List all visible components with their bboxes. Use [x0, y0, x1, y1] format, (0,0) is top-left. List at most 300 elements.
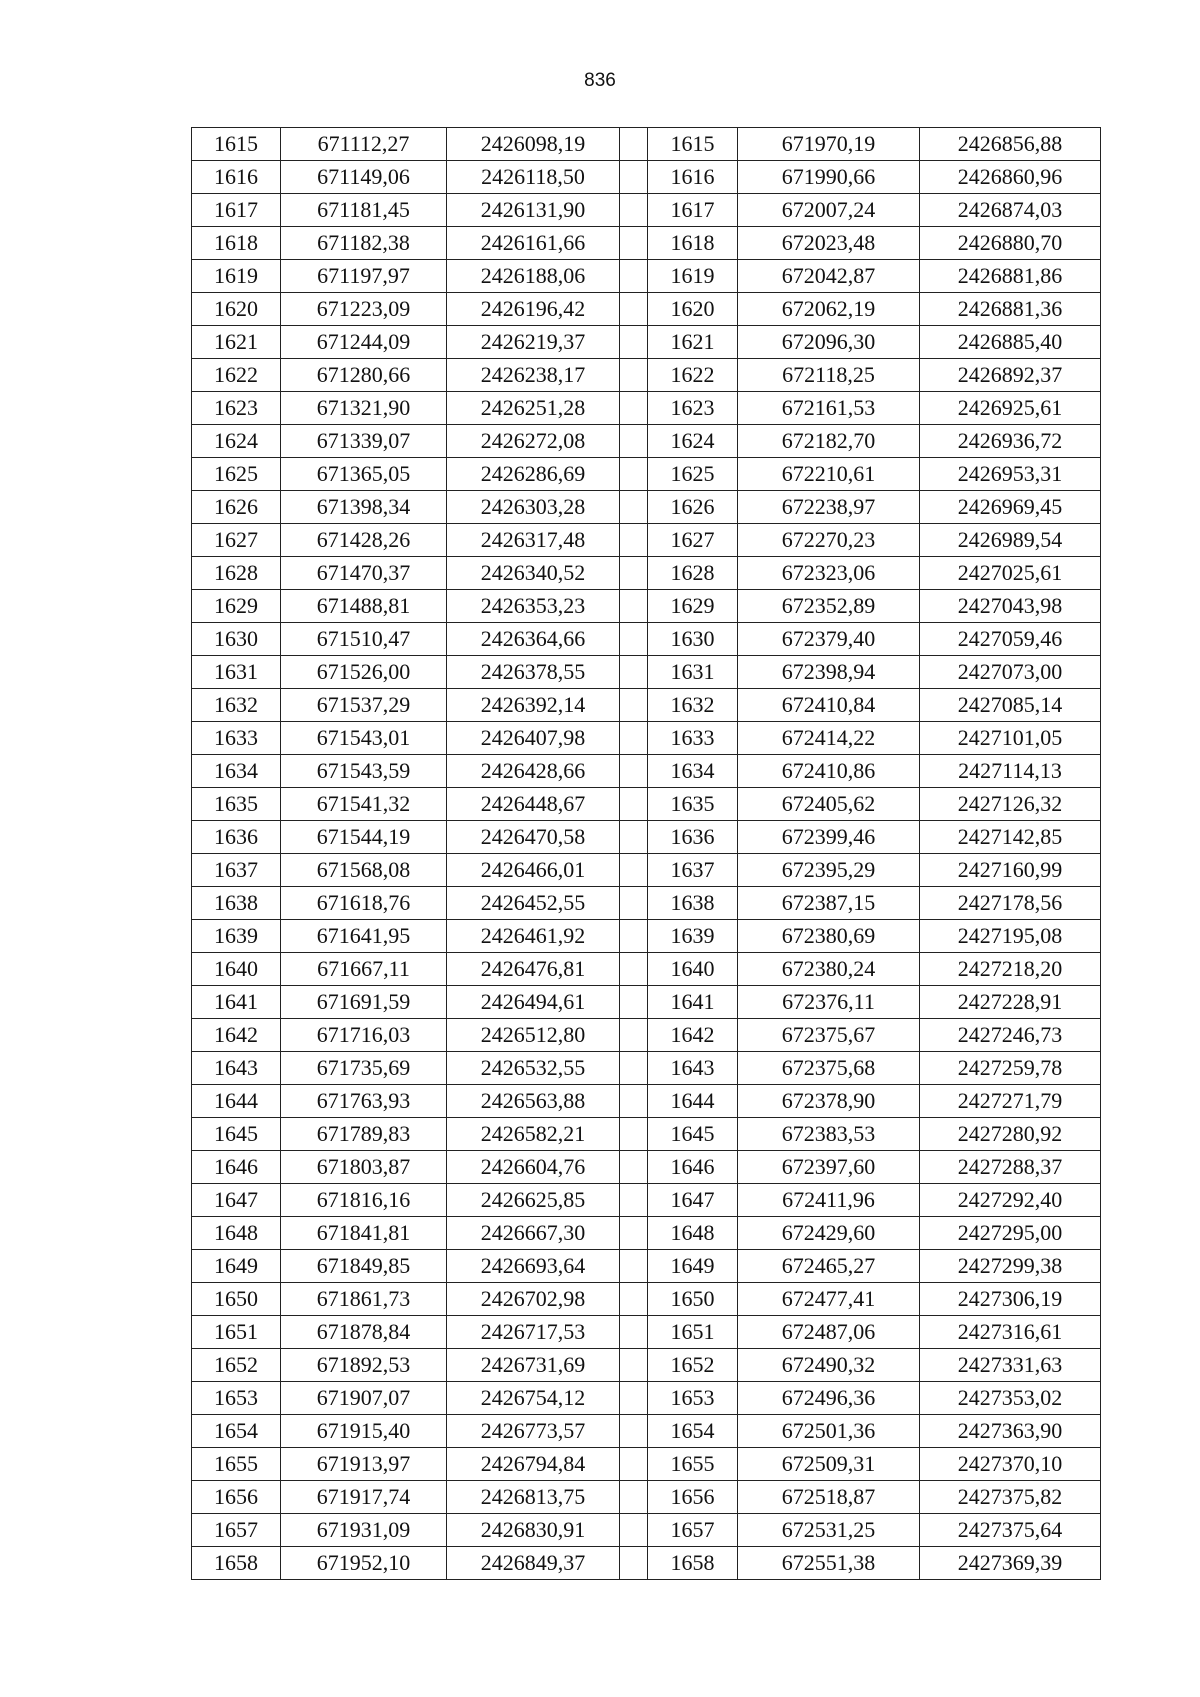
left-point-number: 1619 [192, 260, 281, 293]
left-y-coordinate: 2426773,57 [447, 1415, 620, 1448]
right-point-number: 1616 [648, 161, 738, 194]
table-row [192, 755, 1101, 788]
right-y-coordinate: 2427375,82 [920, 1481, 1101, 1514]
left-y-coordinate: 2426625,85 [447, 1184, 620, 1217]
right-x-coordinate: 672509,31 [738, 1448, 920, 1481]
left-point-number: 1623 [192, 392, 281, 425]
column-spacer [620, 920, 648, 953]
right-y-coordinate: 2427271,79 [920, 1085, 1101, 1118]
column-spacer [620, 161, 648, 194]
right-x-coordinate: 672023,48 [738, 227, 920, 260]
right-x-coordinate: 672270,23 [738, 524, 920, 557]
left-x-coordinate: 671244,09 [281, 326, 447, 359]
column-spacer [620, 1217, 648, 1250]
left-y-coordinate: 2426452,55 [447, 887, 620, 920]
right-point-number: 1634 [648, 755, 738, 788]
right-x-coordinate: 672380,69 [738, 920, 920, 953]
left-x-coordinate: 671544,19 [281, 821, 447, 854]
left-x-coordinate: 671735,69 [281, 1052, 447, 1085]
right-x-coordinate: 672379,40 [738, 623, 920, 656]
right-y-coordinate: 2427316,61 [920, 1316, 1101, 1349]
right-x-coordinate: 672096,30 [738, 326, 920, 359]
column-spacer [620, 425, 648, 458]
column-spacer [620, 656, 648, 689]
right-x-coordinate: 672414,22 [738, 722, 920, 755]
right-point-number: 1642 [648, 1019, 738, 1052]
column-spacer [620, 1481, 648, 1514]
right-y-coordinate: 2427369,39 [920, 1547, 1101, 1580]
right-point-number: 1630 [648, 623, 738, 656]
right-y-coordinate: 2427059,46 [920, 623, 1101, 656]
right-x-coordinate: 672161,53 [738, 392, 920, 425]
right-point-number: 1657 [648, 1514, 738, 1547]
column-spacer [620, 887, 648, 920]
table-row [192, 1349, 1101, 1382]
right-x-coordinate: 672378,90 [738, 1085, 920, 1118]
left-x-coordinate: 671181,45 [281, 194, 447, 227]
column-spacer [620, 260, 648, 293]
left-y-coordinate: 2426407,98 [447, 722, 620, 755]
left-y-coordinate: 2426251,28 [447, 392, 620, 425]
column-spacer [620, 1514, 648, 1547]
left-x-coordinate: 671849,85 [281, 1250, 447, 1283]
table-row [192, 1217, 1101, 1250]
right-x-coordinate: 672376,11 [738, 986, 920, 1019]
left-y-coordinate: 2426667,30 [447, 1217, 620, 1250]
right-point-number: 1643 [648, 1052, 738, 1085]
left-y-coordinate: 2426353,23 [447, 590, 620, 623]
left-point-number: 1624 [192, 425, 281, 458]
right-point-number: 1615 [648, 128, 738, 161]
column-spacer [620, 1547, 648, 1580]
left-point-number: 1635 [192, 788, 281, 821]
left-x-coordinate: 671816,16 [281, 1184, 447, 1217]
table-row [192, 1316, 1101, 1349]
left-y-coordinate: 2426118,50 [447, 161, 620, 194]
column-spacer [620, 1349, 648, 1382]
left-x-coordinate: 671510,47 [281, 623, 447, 656]
table-row [192, 656, 1101, 689]
right-y-coordinate: 2427228,91 [920, 986, 1101, 1019]
left-x-coordinate: 671667,11 [281, 953, 447, 986]
right-y-coordinate: 2427288,37 [920, 1151, 1101, 1184]
right-point-number: 1646 [648, 1151, 738, 1184]
right-x-coordinate: 672375,67 [738, 1019, 920, 1052]
left-point-number: 1622 [192, 359, 281, 392]
table-row [192, 1019, 1101, 1052]
right-point-number: 1639 [648, 920, 738, 953]
column-spacer [620, 293, 648, 326]
column-spacer [620, 128, 648, 161]
table-row [192, 326, 1101, 359]
right-point-number: 1626 [648, 491, 738, 524]
left-y-coordinate: 2426604,76 [447, 1151, 620, 1184]
right-y-coordinate: 2427043,98 [920, 590, 1101, 623]
right-x-coordinate: 672405,62 [738, 788, 920, 821]
left-y-coordinate: 2426317,48 [447, 524, 620, 557]
table-row [192, 689, 1101, 722]
left-point-number: 1615 [192, 128, 281, 161]
right-x-coordinate: 672531,25 [738, 1514, 920, 1547]
right-y-coordinate: 2426856,88 [920, 128, 1101, 161]
right-x-coordinate: 672395,29 [738, 854, 920, 887]
right-y-coordinate: 2427195,08 [920, 920, 1101, 953]
left-y-coordinate: 2426466,01 [447, 854, 620, 887]
left-y-coordinate: 2426303,28 [447, 491, 620, 524]
left-point-number: 1639 [192, 920, 281, 953]
left-y-coordinate: 2426378,55 [447, 656, 620, 689]
left-x-coordinate: 671365,05 [281, 458, 447, 491]
right-point-number: 1629 [648, 590, 738, 623]
right-point-number: 1640 [648, 953, 738, 986]
left-y-coordinate: 2426693,64 [447, 1250, 620, 1283]
table-row [192, 920, 1101, 953]
left-y-coordinate: 2426717,53 [447, 1316, 620, 1349]
table-row [192, 1448, 1101, 1481]
left-point-number: 1653 [192, 1382, 281, 1415]
left-x-coordinate: 671917,74 [281, 1481, 447, 1514]
table-row [192, 1481, 1101, 1514]
table-row [192, 1415, 1101, 1448]
column-spacer [620, 359, 648, 392]
right-point-number: 1619 [648, 260, 738, 293]
table-row [192, 359, 1101, 392]
left-point-number: 1654 [192, 1415, 281, 1448]
column-spacer [620, 1151, 648, 1184]
left-x-coordinate: 671878,84 [281, 1316, 447, 1349]
column-spacer [620, 491, 648, 524]
left-x-coordinate: 671321,90 [281, 392, 447, 425]
right-x-coordinate: 672380,24 [738, 953, 920, 986]
table-row [192, 1514, 1101, 1547]
right-y-coordinate: 2427353,02 [920, 1382, 1101, 1415]
table-row [192, 524, 1101, 557]
table-row [192, 887, 1101, 920]
column-spacer [620, 788, 648, 821]
right-x-coordinate: 672477,41 [738, 1283, 920, 1316]
table-row [192, 458, 1101, 491]
right-point-number: 1653 [648, 1382, 738, 1415]
left-y-coordinate: 2426364,66 [447, 623, 620, 656]
left-point-number: 1641 [192, 986, 281, 1019]
table-row [192, 1382, 1101, 1415]
right-x-coordinate: 672518,87 [738, 1481, 920, 1514]
left-y-coordinate: 2426098,19 [447, 128, 620, 161]
left-y-coordinate: 2426340,52 [447, 557, 620, 590]
left-x-coordinate: 671913,97 [281, 1448, 447, 1481]
column-spacer [620, 557, 648, 590]
left-x-coordinate: 671716,03 [281, 1019, 447, 1052]
column-spacer [620, 1085, 648, 1118]
right-point-number: 1632 [648, 689, 738, 722]
left-point-number: 1634 [192, 755, 281, 788]
right-x-coordinate: 672397,60 [738, 1151, 920, 1184]
right-point-number: 1638 [648, 887, 738, 920]
left-y-coordinate: 2426849,37 [447, 1547, 620, 1580]
left-point-number: 1620 [192, 293, 281, 326]
left-y-coordinate: 2426702,98 [447, 1283, 620, 1316]
right-x-coordinate: 672375,68 [738, 1052, 920, 1085]
right-y-coordinate: 2427178,56 [920, 887, 1101, 920]
table-row [192, 1085, 1101, 1118]
left-x-coordinate: 671892,53 [281, 1349, 447, 1382]
right-x-coordinate: 672487,06 [738, 1316, 920, 1349]
right-y-coordinate: 2427292,40 [920, 1184, 1101, 1217]
left-x-coordinate: 671907,07 [281, 1382, 447, 1415]
right-point-number: 1633 [648, 722, 738, 755]
right-y-coordinate: 2426989,54 [920, 524, 1101, 557]
right-y-coordinate: 2426881,36 [920, 293, 1101, 326]
right-point-number: 1648 [648, 1217, 738, 1250]
left-x-coordinate: 671789,83 [281, 1118, 447, 1151]
table-row [192, 722, 1101, 755]
right-x-coordinate: 672410,86 [738, 755, 920, 788]
left-point-number: 1648 [192, 1217, 281, 1250]
left-y-coordinate: 2426161,66 [447, 227, 620, 260]
column-spacer [620, 821, 648, 854]
column-spacer [620, 1019, 648, 1052]
right-y-coordinate: 2426953,31 [920, 458, 1101, 491]
table-row [192, 392, 1101, 425]
left-x-coordinate: 671526,00 [281, 656, 447, 689]
right-x-coordinate: 672383,53 [738, 1118, 920, 1151]
left-y-coordinate: 2426476,81 [447, 953, 620, 986]
left-point-number: 1642 [192, 1019, 281, 1052]
left-point-number: 1632 [192, 689, 281, 722]
table-row [192, 227, 1101, 260]
table-row [192, 854, 1101, 887]
table-row [192, 491, 1101, 524]
right-x-coordinate: 672352,89 [738, 590, 920, 623]
right-point-number: 1636 [648, 821, 738, 854]
left-x-coordinate: 671398,34 [281, 491, 447, 524]
left-y-coordinate: 2426286,69 [447, 458, 620, 491]
left-x-coordinate: 671197,97 [281, 260, 447, 293]
column-spacer [620, 1052, 648, 1085]
right-x-coordinate: 672551,38 [738, 1547, 920, 1580]
column-spacer [620, 524, 648, 557]
table-row [192, 557, 1101, 590]
left-x-coordinate: 671543,59 [281, 755, 447, 788]
table-row [192, 590, 1101, 623]
left-point-number: 1652 [192, 1349, 281, 1382]
right-point-number: 1623 [648, 392, 738, 425]
table-row [192, 1151, 1101, 1184]
left-point-number: 1638 [192, 887, 281, 920]
left-x-coordinate: 671803,87 [281, 1151, 447, 1184]
left-point-number: 1651 [192, 1316, 281, 1349]
left-x-coordinate: 671915,40 [281, 1415, 447, 1448]
left-x-coordinate: 671488,81 [281, 590, 447, 623]
column-spacer [620, 227, 648, 260]
left-x-coordinate: 671537,29 [281, 689, 447, 722]
column-spacer [620, 1448, 648, 1481]
left-x-coordinate: 671691,59 [281, 986, 447, 1019]
page-number: 836 [584, 70, 616, 91]
column-spacer [620, 689, 648, 722]
left-point-number: 1633 [192, 722, 281, 755]
left-point-number: 1656 [192, 1481, 281, 1514]
right-y-coordinate: 2427160,99 [920, 854, 1101, 887]
right-point-number: 1625 [648, 458, 738, 491]
right-x-coordinate: 672398,94 [738, 656, 920, 689]
left-y-coordinate: 2426272,08 [447, 425, 620, 458]
right-y-coordinate: 2426885,40 [920, 326, 1101, 359]
right-point-number: 1652 [648, 1349, 738, 1382]
left-x-coordinate: 671931,09 [281, 1514, 447, 1547]
left-point-number: 1646 [192, 1151, 281, 1184]
left-x-coordinate: 671543,01 [281, 722, 447, 755]
column-spacer [620, 1118, 648, 1151]
column-spacer [620, 953, 648, 986]
column-spacer [620, 722, 648, 755]
right-y-coordinate: 2426925,61 [920, 392, 1101, 425]
left-x-coordinate: 671541,32 [281, 788, 447, 821]
column-spacer [620, 590, 648, 623]
column-spacer [620, 986, 648, 1019]
right-y-coordinate: 2427142,85 [920, 821, 1101, 854]
left-y-coordinate: 2426582,21 [447, 1118, 620, 1151]
left-point-number: 1629 [192, 590, 281, 623]
left-x-coordinate: 671149,06 [281, 161, 447, 194]
left-y-coordinate: 2426392,14 [447, 689, 620, 722]
right-point-number: 1647 [648, 1184, 738, 1217]
right-point-number: 1618 [648, 227, 738, 260]
left-point-number: 1647 [192, 1184, 281, 1217]
column-spacer [620, 623, 648, 656]
right-y-coordinate: 2427114,13 [920, 755, 1101, 788]
right-y-coordinate: 2427218,20 [920, 953, 1101, 986]
right-y-coordinate: 2427085,14 [920, 689, 1101, 722]
column-spacer [620, 1283, 648, 1316]
right-point-number: 1631 [648, 656, 738, 689]
right-x-coordinate: 672410,84 [738, 689, 920, 722]
right-y-coordinate: 2427370,10 [920, 1448, 1101, 1481]
column-spacer [620, 1415, 648, 1448]
column-spacer [620, 1382, 648, 1415]
right-x-coordinate: 672118,25 [738, 359, 920, 392]
left-x-coordinate: 671618,76 [281, 887, 447, 920]
left-y-coordinate: 2426188,06 [447, 260, 620, 293]
left-y-coordinate: 2426494,61 [447, 986, 620, 1019]
right-y-coordinate: 2426936,72 [920, 425, 1101, 458]
right-y-coordinate: 2427299,38 [920, 1250, 1101, 1283]
right-point-number: 1649 [648, 1250, 738, 1283]
left-x-coordinate: 671861,73 [281, 1283, 447, 1316]
left-y-coordinate: 2426794,84 [447, 1448, 620, 1481]
left-y-coordinate: 2426754,12 [447, 1382, 620, 1415]
right-point-number: 1654 [648, 1415, 738, 1448]
table-row [192, 1118, 1101, 1151]
right-point-number: 1628 [648, 557, 738, 590]
table-row [192, 1052, 1101, 1085]
table-row [192, 953, 1101, 986]
column-spacer [620, 755, 648, 788]
right-y-coordinate: 2427306,19 [920, 1283, 1101, 1316]
left-x-coordinate: 671223,09 [281, 293, 447, 326]
right-y-coordinate: 2427331,63 [920, 1349, 1101, 1382]
right-y-coordinate: 2427295,00 [920, 1217, 1101, 1250]
right-y-coordinate: 2427073,00 [920, 656, 1101, 689]
table-row [192, 425, 1101, 458]
right-y-coordinate: 2427375,64 [920, 1514, 1101, 1547]
right-y-coordinate: 2426881,86 [920, 260, 1101, 293]
right-point-number: 1617 [648, 194, 738, 227]
right-y-coordinate: 2426874,03 [920, 194, 1101, 227]
left-y-coordinate: 2426219,37 [447, 326, 620, 359]
right-point-number: 1655 [648, 1448, 738, 1481]
left-x-coordinate: 671112,27 [281, 128, 447, 161]
table-row [192, 986, 1101, 1019]
left-point-number: 1621 [192, 326, 281, 359]
right-point-number: 1622 [648, 359, 738, 392]
right-point-number: 1635 [648, 788, 738, 821]
right-x-coordinate: 672182,70 [738, 425, 920, 458]
right-point-number: 1644 [648, 1085, 738, 1118]
right-point-number: 1650 [648, 1283, 738, 1316]
column-spacer [620, 1316, 648, 1349]
right-point-number: 1656 [648, 1481, 738, 1514]
left-y-coordinate: 2426470,58 [447, 821, 620, 854]
right-x-coordinate: 672210,61 [738, 458, 920, 491]
left-point-number: 1645 [192, 1118, 281, 1151]
table-row [192, 293, 1101, 326]
left-point-number: 1628 [192, 557, 281, 590]
left-point-number: 1618 [192, 227, 281, 260]
coordinates-table-body [192, 128, 1101, 1580]
left-point-number: 1616 [192, 161, 281, 194]
table-row [192, 1250, 1101, 1283]
left-point-number: 1626 [192, 491, 281, 524]
right-x-coordinate: 672496,36 [738, 1382, 920, 1415]
right-point-number: 1658 [648, 1547, 738, 1580]
left-x-coordinate: 671428,26 [281, 524, 447, 557]
left-x-coordinate: 671280,66 [281, 359, 447, 392]
table-row [192, 623, 1101, 656]
right-x-coordinate: 672429,60 [738, 1217, 920, 1250]
right-x-coordinate: 672007,24 [738, 194, 920, 227]
right-point-number: 1637 [648, 854, 738, 887]
left-point-number: 1625 [192, 458, 281, 491]
right-x-coordinate: 672042,87 [738, 260, 920, 293]
left-y-coordinate: 2426428,66 [447, 755, 620, 788]
left-point-number: 1617 [192, 194, 281, 227]
left-y-coordinate: 2426563,88 [447, 1085, 620, 1118]
right-x-coordinate: 672501,36 [738, 1415, 920, 1448]
left-point-number: 1627 [192, 524, 281, 557]
left-point-number: 1631 [192, 656, 281, 689]
right-x-coordinate: 672465,27 [738, 1250, 920, 1283]
left-x-coordinate: 671641,95 [281, 920, 447, 953]
column-spacer [620, 392, 648, 425]
left-x-coordinate: 671952,10 [281, 1547, 447, 1580]
right-y-coordinate: 2426860,96 [920, 161, 1101, 194]
right-y-coordinate: 2427126,32 [920, 788, 1101, 821]
right-y-coordinate: 2427280,92 [920, 1118, 1101, 1151]
column-spacer [620, 458, 648, 491]
left-y-coordinate: 2426731,69 [447, 1349, 620, 1382]
right-point-number: 1624 [648, 425, 738, 458]
right-point-number: 1627 [648, 524, 738, 557]
table-row [192, 194, 1101, 227]
right-y-coordinate: 2426880,70 [920, 227, 1101, 260]
table-row [192, 260, 1101, 293]
left-point-number: 1630 [192, 623, 281, 656]
left-x-coordinate: 671470,37 [281, 557, 447, 590]
left-x-coordinate: 671763,93 [281, 1085, 447, 1118]
left-point-number: 1643 [192, 1052, 281, 1085]
table-row [192, 788, 1101, 821]
